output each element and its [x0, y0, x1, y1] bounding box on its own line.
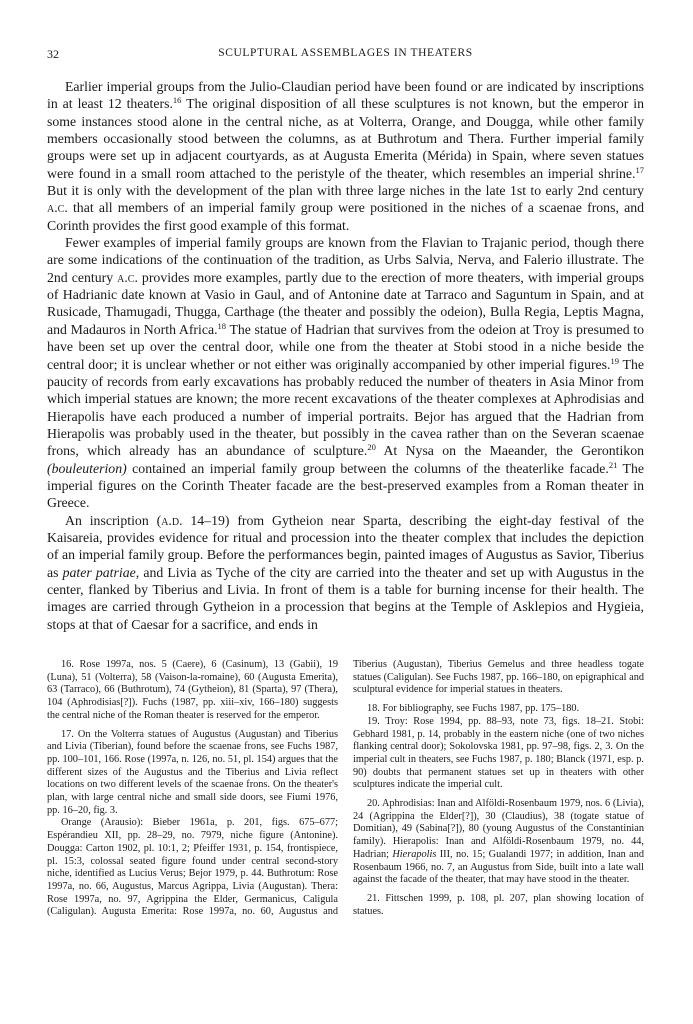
italic-term: (bouleuterion)	[47, 460, 127, 476]
footnote-ref-18: 18	[217, 320, 227, 331]
footnote-ref-16: 16	[172, 95, 182, 106]
footnote-ref-20: 20	[367, 442, 376, 453]
footnote-16: 16. Rose 1997a, nos. 5 (Caere), 6 (Casinum), 13 (Gabii), 19 (Luna), 51 (Volterra), 58 (Vaison-la-romaine), 60 (Augusta Emerita), 63 (Tarraco), 66 (Buthrotum), 74 (Gytheion), 81 (Sparta), 97 (Thera), 104 (Aphrodisias[?]). Fuchs (1987, pp. xiii–xiv, 166–180) suggests the central niche of the Roman theater is reserved for the emperor.	[47, 659, 338, 721]
italic-term: pater patriae,	[62, 564, 140, 580]
era-abbrev: a.c.	[117, 269, 138, 285]
paragraph-2: Fewer examples of imperial family groups are known from the Flavian to Trajanic period, though there are some indications of the continuation of the tradition, as Urbs Salvia, Nerva, and Falerio illustrate. The 2nd century a.c. provides more examples, partly due to the erection of more theaters, with imperial groups of Hadrianic date known at Vasio in Gaul, and of Antonine date at Tarraco and Saguntum in Spain, and at Rusicade, Thamugadi, Thugga, Carthage (the theater and possibly the odeion), Bulla Regia, Leptis Magna, and Madauros in North Africa.$^{18}$ The statue of Hadrian that survives from the odeion at Troy is presumed to have been set up over the central door, while one from the theater at Stobi stood in a niche beside the central door; it is unclear whether or not either was originally accompanied by other imperial figures.$^{19}$ The paucity of records from early excavations has probably reduced the number of theaters in Asia Minor from which imperial statues are known; the more recent excavations of the theater complexes at Aphrodisias and Hierapolis have each produced a number of imperial portraits. Bejor has argued that the Hadrian from Hierapolis was probably used in the theater, but possibly in the cavea rather than on the Severan scaenae frons, which already has an abundance of sculpture.$^{20}$ At Nysa on the Maeander, the Gerontikon (bouleuterion) contained an imperial family group between the columns of the theaterlike facade.$^{21}$ The imperial figures on the Corinth Theater facade are the best-preserved examples from a Roman theater in Greece.	[47, 235, 645, 511]
paragraph-1: Earlier imperial groups from the Julio-Claudian period have been found or are indicated by inscriptions in at least 12 theaters.$^{16}$ The original disposition of all these sculptures is not known, but the emperor in some instances stood alone in the central niche, as at Volterra, Orange, and Dougga, while other family members occasionally stood between the columns, as at Buthrotum and Thera. Further imperial family groups were set up in adjacent courtyards, as at Augusta Emerita (Mérida) in Spain, where seven statues were found in a small room attached to the peristyle of the theater, which resembles an imperial shrine.$^{17}$ But it is only with the development of the plan with three large niches in the late 1st to early 2nd century a.c. that all members of an imperial family group were positioned in the niches of a scaenae frons, and Corinth provides the first good example of this format.	[47, 79, 644, 233]
footnote-ref-21: 21	[608, 459, 618, 470]
footnote-ref-19: 19	[610, 355, 620, 366]
footnote-17: 17. On the Volterra statues of Augustus (Augustan) and Tiberius and Livia (Tiberian), found before the scaenae frons, see Fuchs 1987, pp. 100–101, 166. Rose (1997a, n. 126, no. 51, pl. 154) argues that the different sizes of the Augustus and the Tiberius and Livia reflect locations on two different levels of the scaenae frons. On the theater's plan, with large central niche and small side doors, see Fiumi 1976, pp. 16–20, fig. 3.	[47, 728, 338, 816]
main-text	[47, 78, 644, 633]
running-header	[47, 47, 644, 63]
paragraph-3: An inscription (a.d. 14–19) from Gytheion near Sparta, describing the eight-day festival of the Kaisareia, provides evidence for ritual and procession into the theater complex that includes the depiction of an imperial family group. Before the performances begin, painted images of Augustus as Savior, Tiberius as pater patriae, and Livia as Tyche of the city are carried into the theater and set up with Augustus in the center, flanked by Tiberius and Livia. In front of them is a table for burning incense for their health. The images are carried through Gytheion in a procession that begins at the Temple of Asklepios and Hygieia, stops at that of Caesar for a sacrifice, and ends in	[47, 512, 644, 632]
footnote-21: 21. Fittschen 1999, p. 108, pl. 207, plan showing location of statues.	[353, 892, 644, 917]
footnotes	[47, 659, 644, 919]
footnote-19: 19. Troy: Rose 1994, pp. 88–93, note 73, figs. 18–21. Stobi: Gebhard 1981, p. 14, probably in the eastern niche (one of two niches flanking central door); Sokolovska 1981, pp. 97–98, figs. 2, 3. On the imperial cult in theaters, see Fuchs 1987, p. 180; Blanck (1971, esp. p. 90) doubts that permanent statues set up in theaters with other sculptures indicate the imperial cult.	[353, 715, 644, 791]
era-abbrev: a.c.	[47, 200, 68, 216]
footnote-17-continued: Orange (Arausio): Bieber 1961a, p. 201, figs. 675–677; Espérandieu XII, pp. 28–29, no. 7979, niche figure (Antonine). Dougga: Carton 1902, pl. 10:1, 2; Pfeiffer 1931, p. 154, frontispiece, pl. 15:3, colossal seated figure found under central second-story niche, identified as Lucius Verus; Bejor 1979, p. 44. Buthrotum: Rose 1997a, no. 66, Augustus, Marcus Agrippa, Livia (Augustan). Thera: Rose 1997a, no. 97, Agrippina the Elder, Germanicus, Caligula (Caligulan). Augusta Emerita: Rose 1997a, no. 60, Augustus and Tiberius (Augustan), Tiberius Gemelus and three headless togate statues (Caligulan). See Fuchs 1987, pp. 166–180, on epigraphical and sculptural evidence for imperial statues in theaters.	[47, 659, 644, 918]
footnote-18: 18. For bibliography, see Fuchs 1987, pp. 175–180.	[367, 703, 580, 715]
era-abbrev: a.d.	[161, 512, 183, 528]
page-number: 32	[47, 47, 59, 61]
running-title: SCULPTURAL ASSEMBLAGES IN THEATERS	[218, 47, 473, 59]
footnote-20: 20. Aphrodisias: Inan and Alföldi-Rosenbaum 1979, nos. 6 (Livia), 24 (Agrippina the Elder[?]), 30 (Claudius), 38 (togate statue of Domitian), 49 (Sabina[?]), 80 (young Augustus of the Constantinian family). Hierapolis: Inan and Alföldi-Rosenbaum 1979, no. 44, Hadrian; Hierapolis III, no. 15; Gualandi 1977; in addition, Inan and Rosenbaum 1966, no. 7, an Augustus from Side, built into a late wall against the facade of the theater, that may have stood in the theater.	[353, 798, 644, 886]
footnote-ref-17: 17	[635, 164, 644, 175]
